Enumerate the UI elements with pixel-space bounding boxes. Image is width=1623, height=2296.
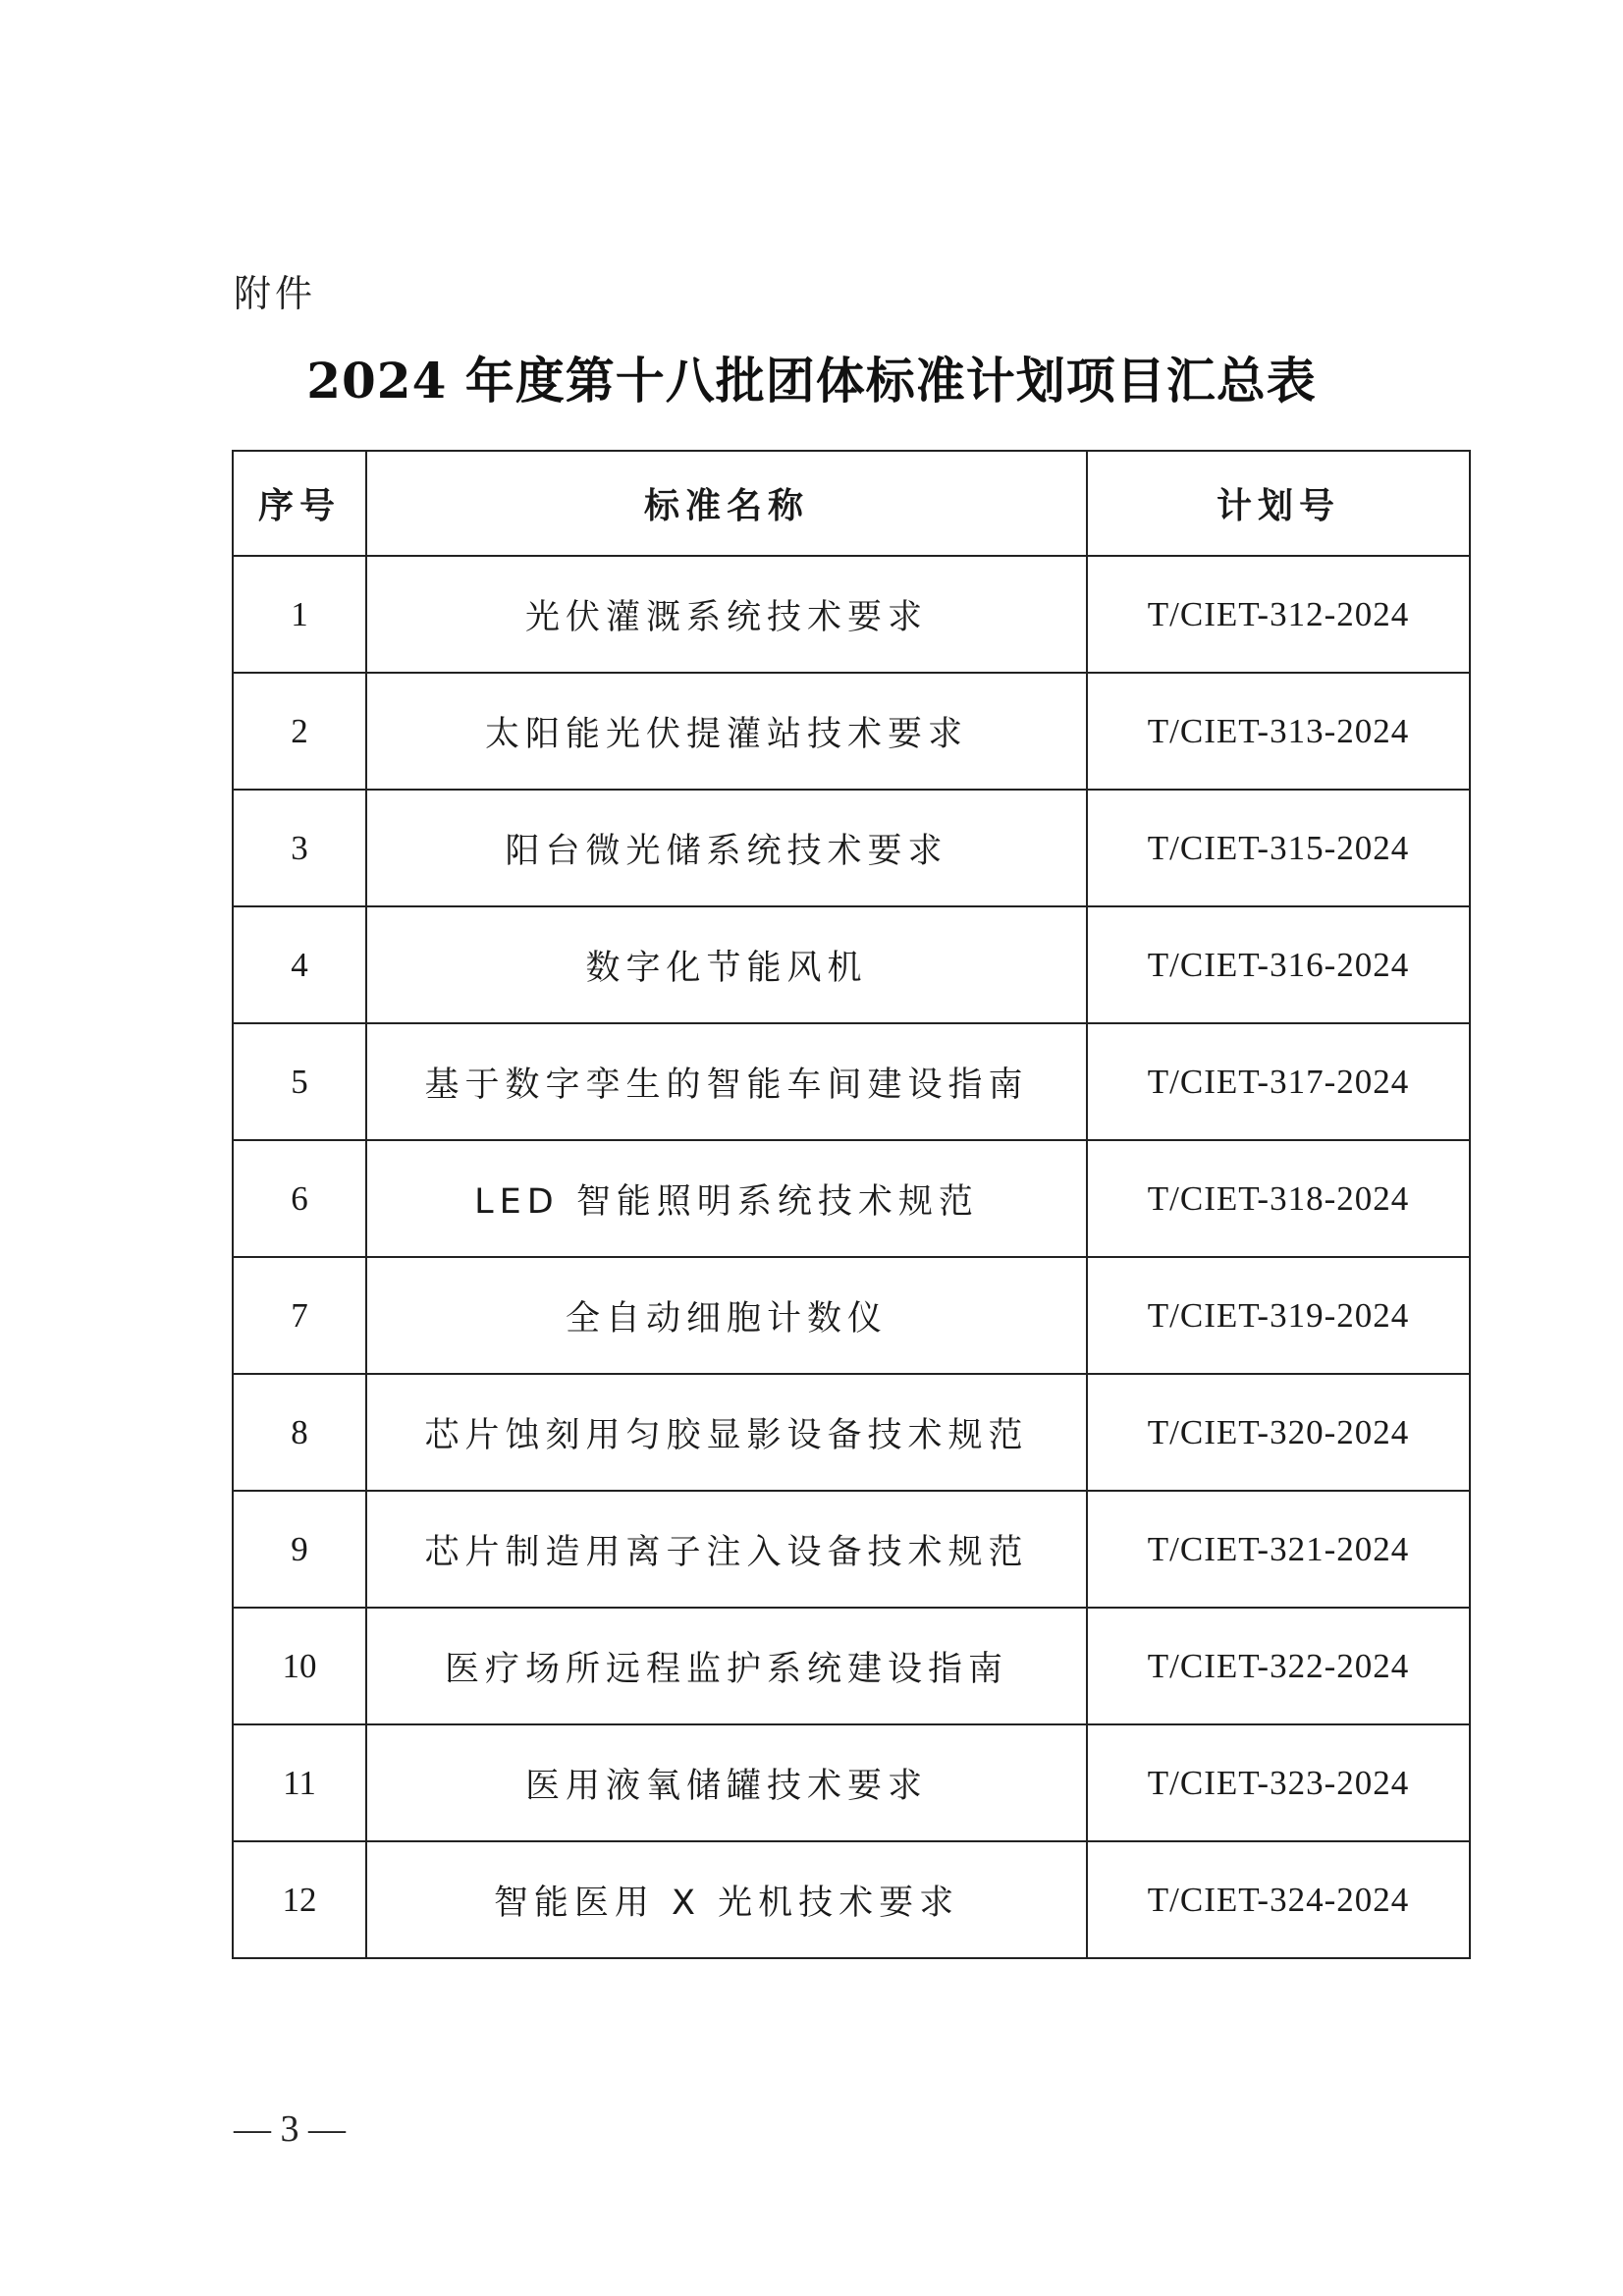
row-standard-name: 数字化节能风机 [366,906,1087,1023]
row-plan-number: T/CIET-317-2024 [1087,1023,1470,1140]
table-row [233,1257,1470,1374]
row-index: 4 [233,906,366,1023]
row-plan-number: T/CIET-321-2024 [1087,1491,1470,1608]
table-row [233,790,1470,906]
row-plan-number: T/CIET-322-2024 [1087,1608,1470,1724]
table-row [233,673,1470,790]
standards-plan-table [232,450,1471,1959]
row-index: 9 [233,1491,366,1608]
table-row [233,1841,1470,1958]
attachment-label: 附件 [234,272,317,315]
row-standard-name: 太阳能光伏提灌站技术要求 [366,673,1087,790]
table-row [233,1491,1470,1608]
row-standard-name: 全自动细胞计数仪 [366,1257,1087,1374]
header-plan-number: 计划号 [1087,451,1470,556]
table-row [233,1724,1470,1841]
row-plan-number: T/CIET-324-2024 [1087,1841,1470,1958]
row-index: 1 [233,556,366,673]
row-index: 10 [233,1608,366,1724]
page-number: — 3 — [234,2108,346,2150]
row-plan-number: T/CIET-320-2024 [1087,1374,1470,1491]
row-index: 6 [233,1140,366,1257]
row-standard-name: 阳台微光储系统技术要求 [366,790,1087,906]
row-plan-number: T/CIET-316-2024 [1087,906,1470,1023]
row-index: 12 [233,1841,366,1958]
header-standard-name: 标准名称 [366,451,1087,556]
row-standard-name: 光伏灌溉系统技术要求 [366,556,1087,673]
table-row [233,1023,1470,1140]
row-index: 7 [233,1257,366,1374]
table-row [233,556,1470,673]
row-plan-number: T/CIET-319-2024 [1087,1257,1470,1374]
header-index: 序号 [233,451,366,556]
table-row [233,1140,1470,1257]
row-plan-number: T/CIET-318-2024 [1087,1140,1470,1257]
row-standard-name: 基于数字孪生的智能车间建设指南 [366,1023,1087,1140]
row-standard-name: LED 智能照明系统技术规范 [366,1140,1087,1257]
row-index: 2 [233,673,366,790]
row-standard-name: 医用液氧储罐技术要求 [366,1724,1087,1841]
row-standard-name: 医疗场所远程监护系统建设指南 [366,1608,1087,1724]
table-row [233,1608,1470,1724]
table-row [233,906,1470,1023]
row-standard-name: 芯片制造用离子注入设备技术规范 [366,1491,1087,1608]
row-plan-number: T/CIET-315-2024 [1087,790,1470,906]
table-row [233,1374,1470,1491]
row-standard-name: 智能医用 X 光机技术要求 [366,1841,1087,1958]
row-plan-number: T/CIET-313-2024 [1087,673,1470,790]
table-header-row [233,451,1470,556]
row-index: 8 [233,1374,366,1491]
row-index: 3 [233,790,366,906]
document-title: 2024 年度第十八批团体标准计划项目汇总表 [306,352,1317,410]
row-plan-number: T/CIET-323-2024 [1087,1724,1470,1841]
row-plan-number: T/CIET-312-2024 [1087,556,1470,673]
row-standard-name: 芯片蚀刻用匀胶显影设备技术规范 [366,1374,1087,1491]
row-index: 11 [233,1724,366,1841]
row-index: 5 [233,1023,366,1140]
